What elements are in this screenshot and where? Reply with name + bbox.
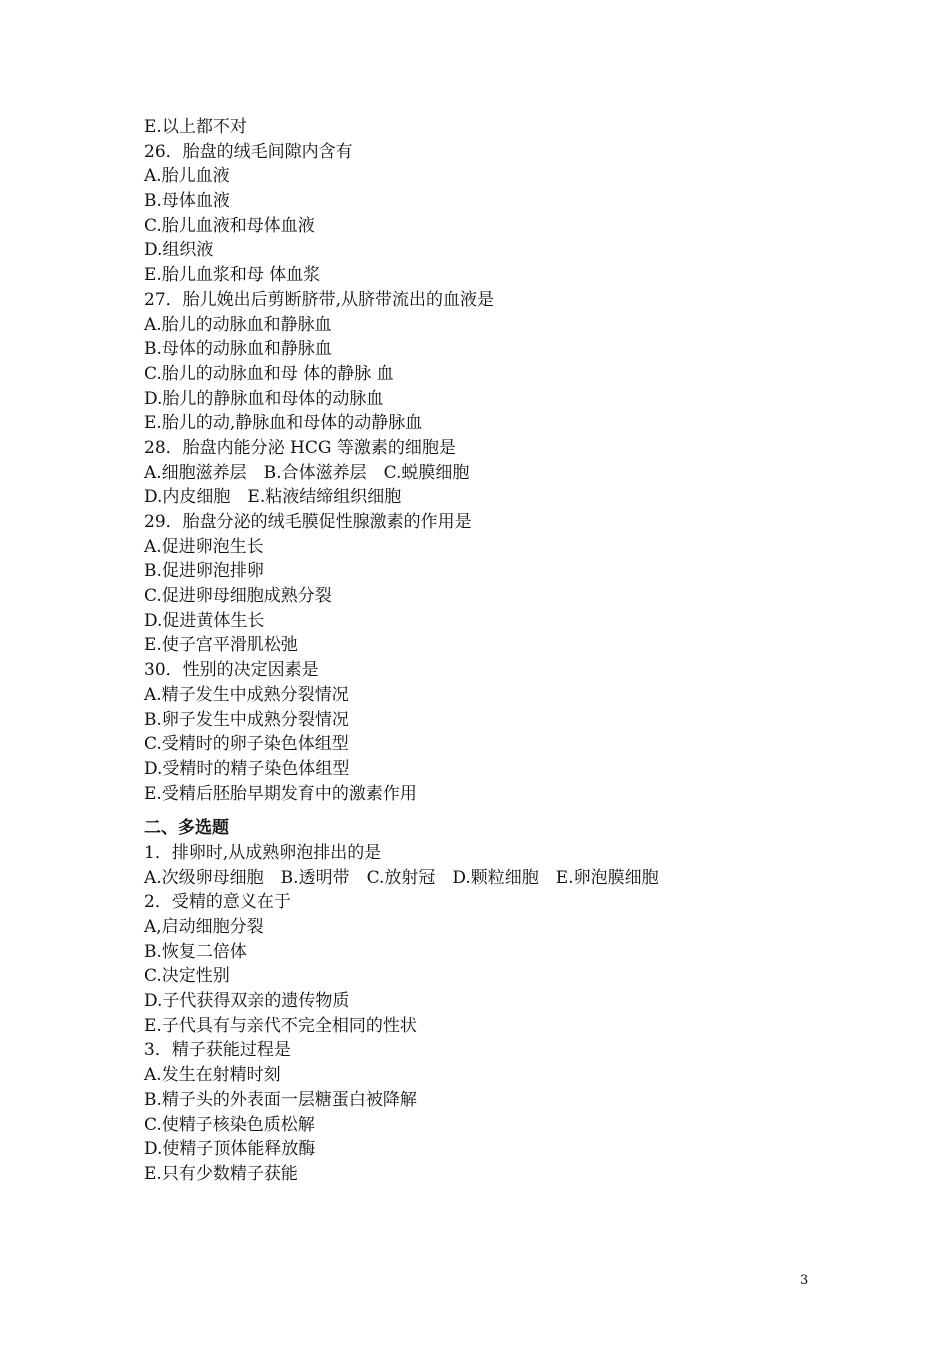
answer-option: E.受精后胚胎早期发育中的激素作用	[144, 783, 417, 804]
question-stem: 2．受精的意义在于	[144, 892, 291, 913]
answer-option: A.发生在射精时刻	[144, 1065, 281, 1086]
answer-option: C.使精子核染色质松解	[144, 1114, 315, 1135]
answer-option: D.内皮细胞 E.粘液结缔组织细胞	[144, 487, 402, 508]
answer-option: D.胎儿的静脉血和母体的动脉血	[144, 388, 384, 409]
answer-option: A.促进卵泡生长	[144, 536, 264, 557]
answer-option: B.精子头的外表面一层糖蛋白被降解	[144, 1089, 417, 1110]
answer-option: A.胎儿的动脉血和静脉血	[144, 314, 332, 335]
answer-option: D.子代获得双亲的遗传物质	[144, 991, 350, 1012]
question-stem: 28．胎盘内能分泌 HCG 等激素的细胞是	[144, 437, 456, 458]
question-stem: 26．胎盘的绒毛间隙内含有	[144, 141, 353, 162]
answer-option: A.次级卵母细胞 B.透明带 C.放射冠 D.颗粒细胞 E.卵泡膜细胞	[144, 867, 659, 888]
answer-option: E.只有少数精子获能	[144, 1163, 298, 1184]
page-number: 3	[800, 1273, 809, 1288]
answer-option: C.胎儿血液和母体血液	[144, 215, 315, 236]
answer-option: B.母体的动脉血和静脉血	[144, 339, 332, 360]
answer-option: A,启动细胞分裂	[144, 917, 264, 937]
answer-option: D.受精时的精子染色体组型	[144, 758, 350, 779]
answer-option: D.促进黄体生长	[144, 610, 265, 631]
answer-option: D.使精子顶体能释放酶	[144, 1139, 316, 1160]
answer-option: C.决定性别	[144, 966, 230, 987]
answer-option: D.组织液	[144, 240, 214, 261]
answer-option: E.胎儿的动,静脉血和母体的动静脉血	[144, 413, 423, 434]
answer-option: A.细胞滋养层 B.合体滋养层 C.蜕膜细胞	[144, 462, 470, 483]
answer-option: B.母体血液	[144, 191, 230, 212]
document-body	[144, 115, 844, 1187]
answer-option: A.精子发生中成熟分裂情况	[144, 684, 349, 705]
answer-option: C.促进卵母细胞成熟分裂	[144, 586, 332, 607]
question-stem: 3．精子获能过程是	[144, 1040, 291, 1061]
answer-option: E.子代具有与亲代不完全相同的性状	[144, 1015, 417, 1036]
answer-option: B.恢复二倍体	[144, 941, 247, 962]
question-stem: 1．排卵时,从成熟卵泡排出的是	[144, 842, 382, 863]
question-stem: 29．胎盘分泌的绒毛膜促性腺激素的作用是	[144, 512, 472, 532]
section-heading: 二、多选题	[144, 818, 229, 839]
answer-option: A.胎儿血液	[144, 166, 230, 187]
answer-option: E.使子宫平滑肌松弛	[144, 635, 298, 656]
question-stem: 27．胎儿娩出后剪断脐带,从脐带流出的血液是	[144, 289, 495, 310]
question-stem: 30．性别的决定因素是	[144, 660, 319, 681]
answer-option: E.胎儿血浆和母 体血浆	[144, 265, 321, 286]
answer-option: B.卵子发生中成熟分裂情况	[144, 709, 349, 730]
answer-option: B.促进卵泡排卵	[144, 561, 264, 582]
answer-option: C.受精时的卵子染色体组型	[144, 734, 349, 755]
text-line: E.以上都不对	[144, 117, 247, 137]
answer-option: C.胎儿的动脉血和母 体的静脉 血	[144, 363, 394, 384]
